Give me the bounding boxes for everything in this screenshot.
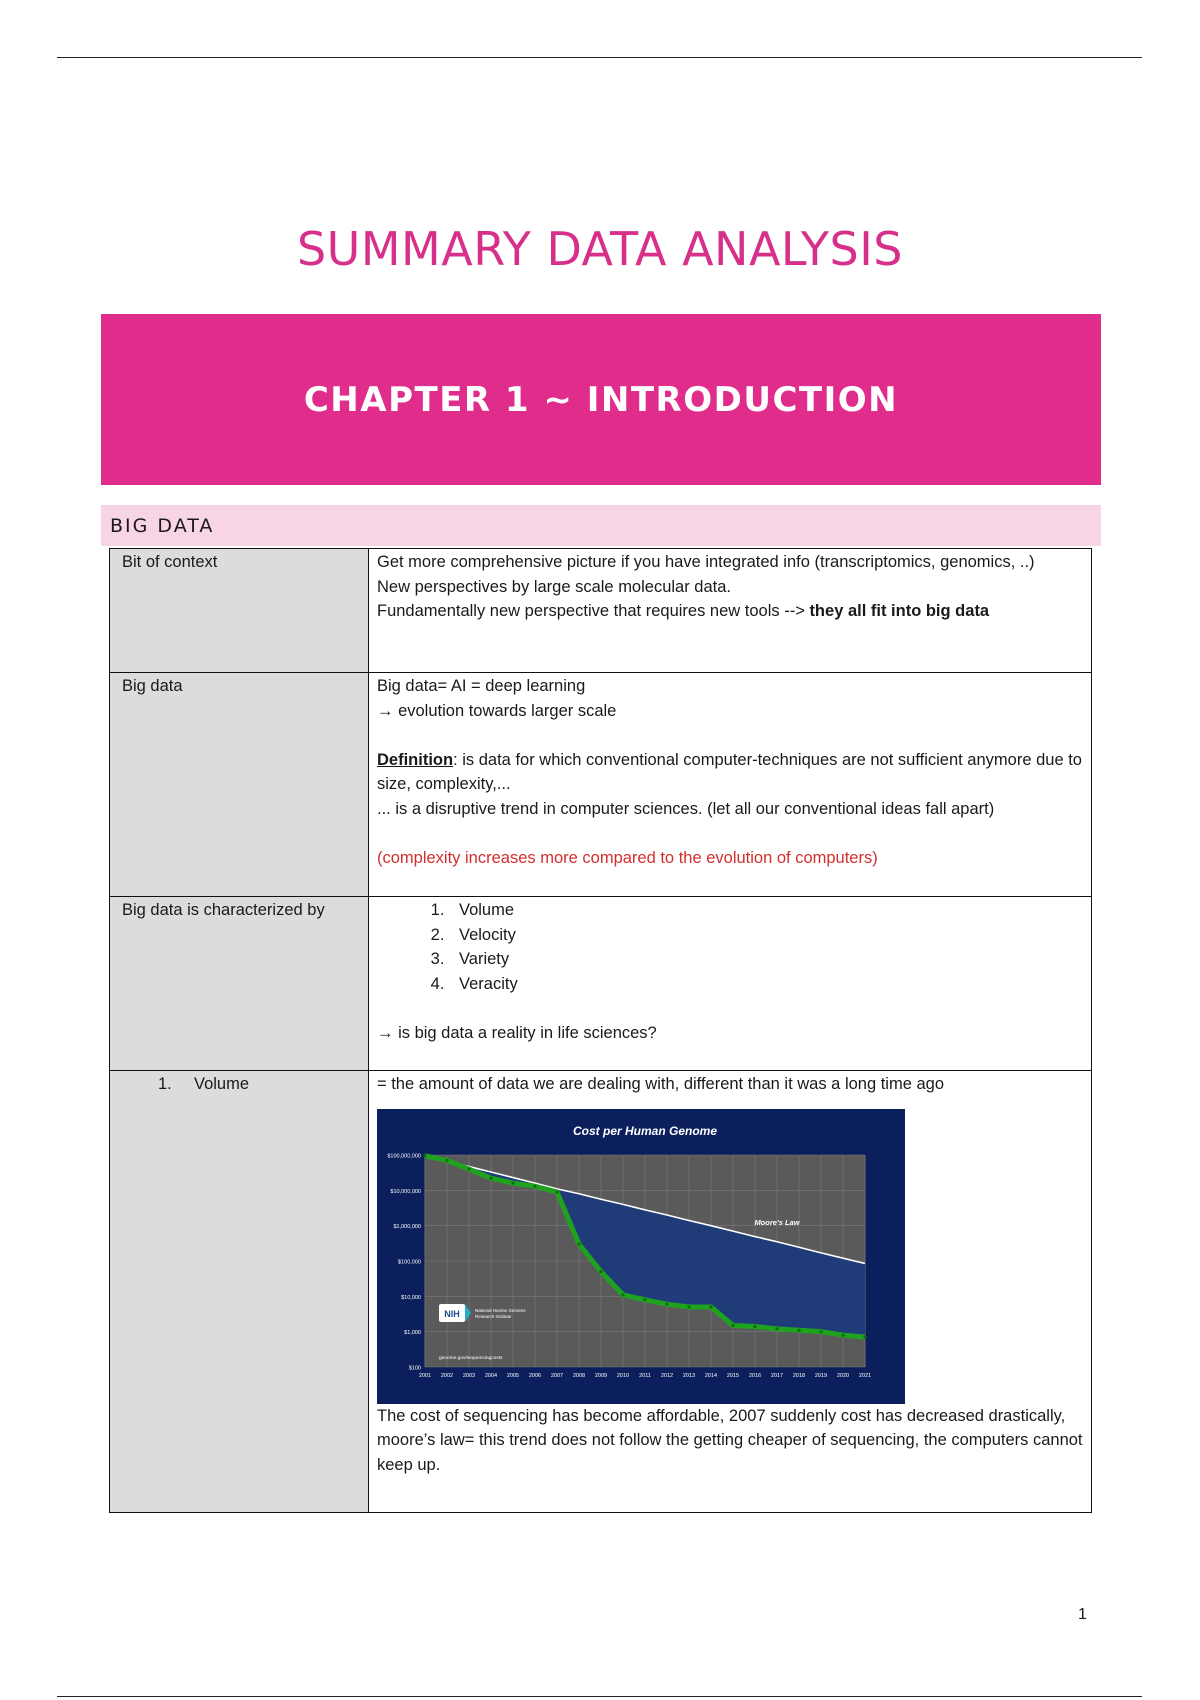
cost-data-point — [445, 1158, 448, 1161]
cost-data-point — [797, 1328, 800, 1331]
volume-intro: = the amount of data we are dealing with, different than it was a long time ago — [377, 1075, 945, 1093]
table-row — [110, 897, 1092, 1071]
row-content-cell — [369, 673, 1092, 897]
x-tick-label: 2019 — [814, 1372, 828, 1379]
row-label-cell — [110, 549, 369, 673]
summary-table — [109, 548, 1092, 1513]
y-tick-label: $100,000,000 — [387, 1153, 421, 1159]
x-tick-label: 2010 — [616, 1372, 630, 1379]
x-tick-label: 2016 — [748, 1372, 762, 1379]
x-tick-label: 2002 — [440, 1372, 454, 1379]
x-tick-label: 2011 — [639, 1372, 651, 1379]
cost-data-point — [753, 1324, 756, 1327]
footer-rule — [57, 1696, 1142, 1697]
cost-per-genome-chart — [377, 1109, 905, 1404]
row-content-cell — [369, 1071, 1092, 1513]
x-tick-label: 2014 — [704, 1372, 718, 1379]
x-tick-label: 2008 — [572, 1372, 586, 1379]
row-content-cell — [369, 897, 1092, 1071]
x-tick-label: 2006 — [528, 1372, 542, 1379]
row-label-cell — [110, 897, 369, 1071]
cost-data-point — [489, 1176, 492, 1179]
row-label: Big data is characterized by — [122, 901, 325, 919]
x-tick-label: 2015 — [726, 1372, 740, 1379]
cost-data-point — [731, 1323, 734, 1326]
list-item: 4. Veracity — [449, 972, 1083, 997]
cost-data-point — [709, 1305, 712, 1308]
row-label — [110, 1071, 368, 1098]
row-label-cell — [110, 673, 369, 897]
row-content-cell — [369, 549, 1092, 673]
y-tick-label: $100 — [408, 1365, 421, 1371]
row-label: Big data — [122, 677, 183, 695]
y-tick-label: $100,000 — [398, 1259, 421, 1265]
cost-data-point — [555, 1190, 558, 1193]
x-tick-label: 2012 — [660, 1372, 674, 1379]
context-text: Fundamentally new perspective that requires new tools --> — [377, 602, 810, 620]
nih-logo-text: NIH — [444, 1308, 460, 1319]
cost-data-point — [533, 1184, 536, 1187]
cost-data-point — [621, 1293, 624, 1296]
cost-data-point — [819, 1330, 822, 1333]
x-tick-label: 2013 — [682, 1372, 696, 1379]
row-label: Bit of context — [122, 553, 218, 571]
cost-data-point — [467, 1167, 470, 1170]
big-data-line: Big data= AI = deep learning — [377, 677, 586, 695]
header-rule — [57, 57, 1142, 58]
cost-data-point — [687, 1305, 690, 1308]
definition-line — [377, 748, 1083, 797]
definition-text: : is data for which conventional computer-techniques are not sufficient anymore due to size, complexity,... — [377, 750, 1082, 793]
table-row — [110, 673, 1092, 897]
reality-question: → is big data a reality in life sciences? — [377, 1023, 657, 1042]
nih-institute-name: Research Institute — [475, 1313, 512, 1319]
cost-data-point — [577, 1242, 580, 1245]
x-tick-label: 2017 — [770, 1372, 784, 1379]
row-label-cell — [110, 1071, 369, 1513]
list-item: 3. Variety — [449, 947, 1083, 972]
y-tick-label: $1,000 — [404, 1329, 421, 1336]
chapter-banner — [101, 314, 1101, 485]
cost-data-point — [599, 1270, 602, 1273]
cost-data-point — [775, 1327, 778, 1330]
section-heading — [101, 505, 1101, 546]
x-tick-label: 2021 — [858, 1372, 872, 1379]
y-tick-label: $10,000,000 — [390, 1188, 421, 1195]
context-line: New perspectives by large scale molecular data. — [377, 577, 732, 596]
list-item: 2. Velocity — [449, 923, 1083, 948]
section-title: BIG DATA — [110, 514, 215, 537]
table-row — [110, 549, 1092, 673]
cost-data-point — [643, 1298, 646, 1301]
list-item: 1. Volume — [449, 898, 1083, 923]
x-tick-label: 2018 — [792, 1372, 806, 1379]
cost-data-point — [423, 1154, 426, 1157]
characteristics-list — [377, 898, 1083, 996]
source-label: genome.gov/sequencingcosts — [439, 1355, 503, 1361]
big-data-line: → evolution towards larger scale — [377, 701, 617, 720]
series-label: Moore's Law — [754, 1217, 800, 1227]
table-row — [110, 1071, 1092, 1513]
x-tick-label: 2005 — [506, 1372, 520, 1379]
x-tick-label: 2003 — [462, 1372, 476, 1379]
document-title: SUMMARY DATA ANALYSIS — [296, 222, 903, 276]
cost-data-point — [841, 1333, 844, 1336]
x-tick-label: 2001 — [418, 1372, 432, 1379]
y-tick-label: $1,000,000 — [393, 1223, 421, 1230]
definition-label: Definition — [377, 750, 454, 769]
chapter-title: CHAPTER 1 ~ INTRODUCTION — [303, 379, 899, 420]
x-tick-label: 2004 — [484, 1372, 498, 1379]
cost-data-point — [665, 1302, 668, 1305]
x-tick-label: 2009 — [594, 1372, 608, 1379]
x-tick-label: 2020 — [836, 1372, 850, 1379]
cost-data-point — [863, 1335, 866, 1338]
context-line — [377, 599, 1083, 624]
volume-caption: The cost of sequencing has become affordable, 2007 suddenly cost has decreased drastically, moore’s law= this trend does not follow the getting cheaper of sequencing, the computers cannot keep up. — [377, 1406, 1083, 1474]
nih-institute-name: National Human Genome — [475, 1307, 526, 1313]
complexity-note: (complexity increases more compared to the evolution of computers) — [377, 848, 878, 867]
context-emphasis: they all fit into big data — [809, 602, 990, 620]
chart-title: Cost per Human Genome — [572, 1123, 718, 1138]
page-number: 1 — [1078, 1606, 1087, 1623]
y-tick-label: $10,000 — [401, 1294, 421, 1301]
context-line: Get more comprehensive picture if you have integrated info (transcriptomics, genomics, ..) — [377, 553, 1035, 571]
big-data-line: ... is a disruptive trend in computer sciences. (let all our conventional ideas fall apart) — [377, 799, 995, 818]
row-label-number: 1. — [158, 1075, 172, 1093]
cost-data-point — [511, 1181, 514, 1184]
row-label-text: Volume — [194, 1075, 250, 1093]
x-tick-label: 2007 — [550, 1372, 564, 1379]
